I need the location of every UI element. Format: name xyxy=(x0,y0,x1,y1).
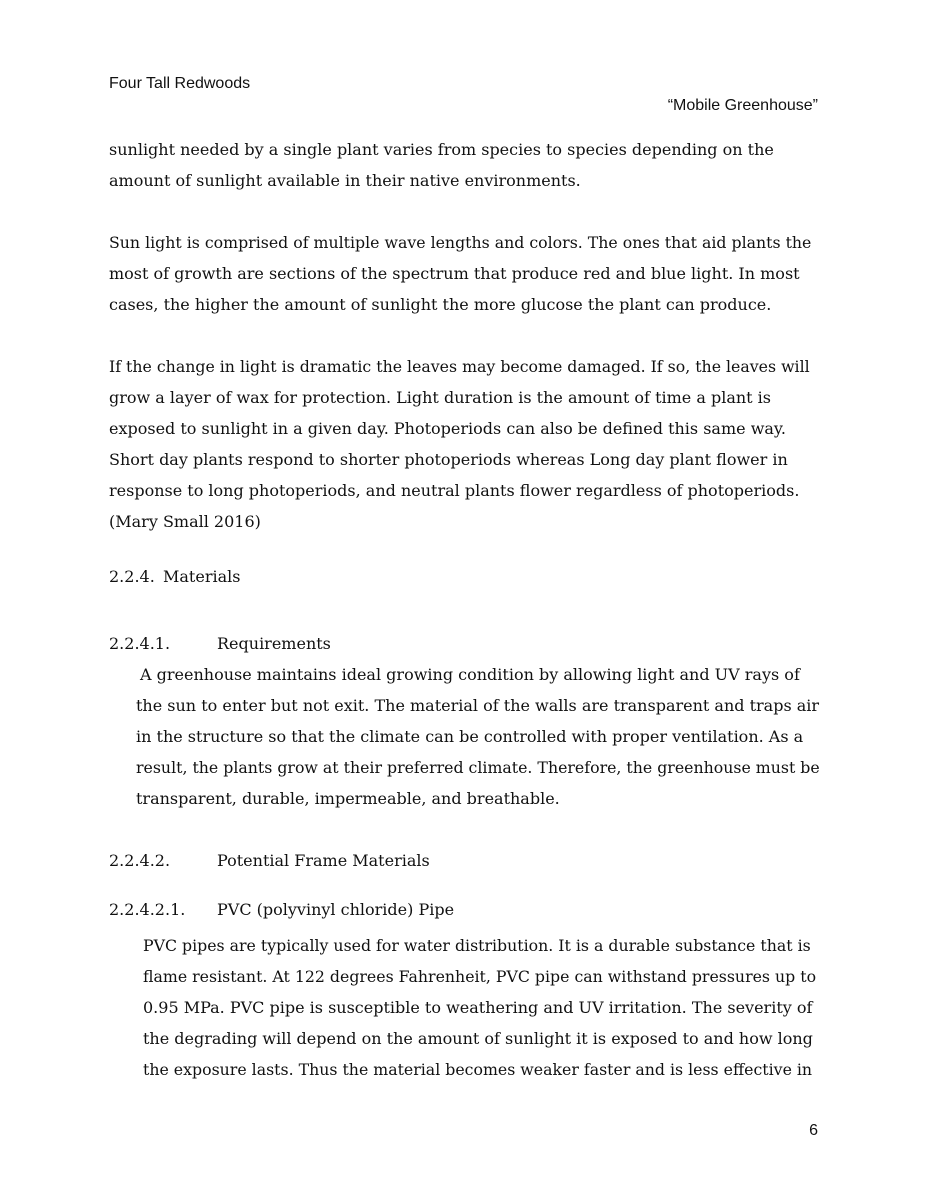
paragraph-line: response to long photoperiods, and neutral plants flower regardless of photoperiods. xyxy=(109,481,800,500)
paragraph-line: the degrading will depend on the amount of sunlight it is exposed to and how long xyxy=(143,1029,813,1048)
paragraph-line: in the structure so that the climate can be controlled with proper ventilation. As a xyxy=(136,727,804,746)
section-title: Potential Frame Materials xyxy=(217,851,430,870)
header-right: “Mobile Greenhouse” xyxy=(667,97,818,114)
paragraph-line: the exposure lasts. Thus the material becomes weaker faster and is less effective in xyxy=(143,1060,813,1079)
paragraph-line: most of growth are sections of the spectrum that produce red and blue light. In most xyxy=(109,264,800,283)
section-title: Requirements xyxy=(217,634,331,653)
paragraph-line: Short day plants respond to shorter photoperiods whereas Long day plant flower in xyxy=(109,450,788,469)
paragraph-line: cases, the higher the amount of sunlight the more glucose the plant can produce. xyxy=(109,295,772,314)
paragraph-line: transparent, durable, impermeable, and breathable. xyxy=(136,789,560,808)
header-left: Four Tall Redwoods xyxy=(109,75,251,92)
paragraph-line: (Mary Small 2016) xyxy=(109,512,261,531)
section-title: PVC (polyvinyl chloride) Pipe xyxy=(217,900,455,919)
paragraph-line: 0.95 MPa. PVC pipe is susceptible to weathering and UV irritation. The severity of xyxy=(143,998,813,1017)
paragraph-line: A greenhouse maintains ideal growing condition by allowing light and UV rays of xyxy=(140,665,800,684)
paragraph-line: amount of sunlight available in their native environments. xyxy=(109,171,581,190)
section-number: 2.2.4.2.1. xyxy=(109,900,186,919)
paragraph-line: Sun light is comprised of multiple wave lengths and colors. The ones that aid plants the xyxy=(109,233,812,252)
paragraph-line: the sun to enter but not exit. The material of the walls are transparent and traps air xyxy=(136,696,820,715)
paragraph-line: exposed to sunlight in a given day. Photoperiods can also be defined this same way. xyxy=(109,419,786,438)
paragraph-line: flame resistant. At 122 degrees Fahrenheit, PVC pipe can withstand pressures up to xyxy=(143,967,817,986)
paragraph-line: result, the plants grow at their preferred climate. Therefore, the greenhouse must be xyxy=(136,758,820,777)
section-number: 2.2.4.2. xyxy=(109,851,171,870)
paragraph-line: grow a layer of wax for protection. Light duration is the amount of time a plant is xyxy=(109,388,772,407)
section-number: 2.2.4. xyxy=(109,567,155,586)
section-title: Materials xyxy=(163,567,241,586)
paragraph-line: If the change in light is dramatic the leaves may become damaged. If so, the leaves will xyxy=(109,357,810,376)
paragraph-line: sunlight needed by a single plant varies from species to species depending on the xyxy=(109,140,774,159)
page-number: 6 xyxy=(809,1122,818,1139)
section-number: 2.2.4.1. xyxy=(109,634,171,653)
paragraph-line: PVC pipes are typically used for water distribution. It is a durable substance that is xyxy=(143,936,811,955)
